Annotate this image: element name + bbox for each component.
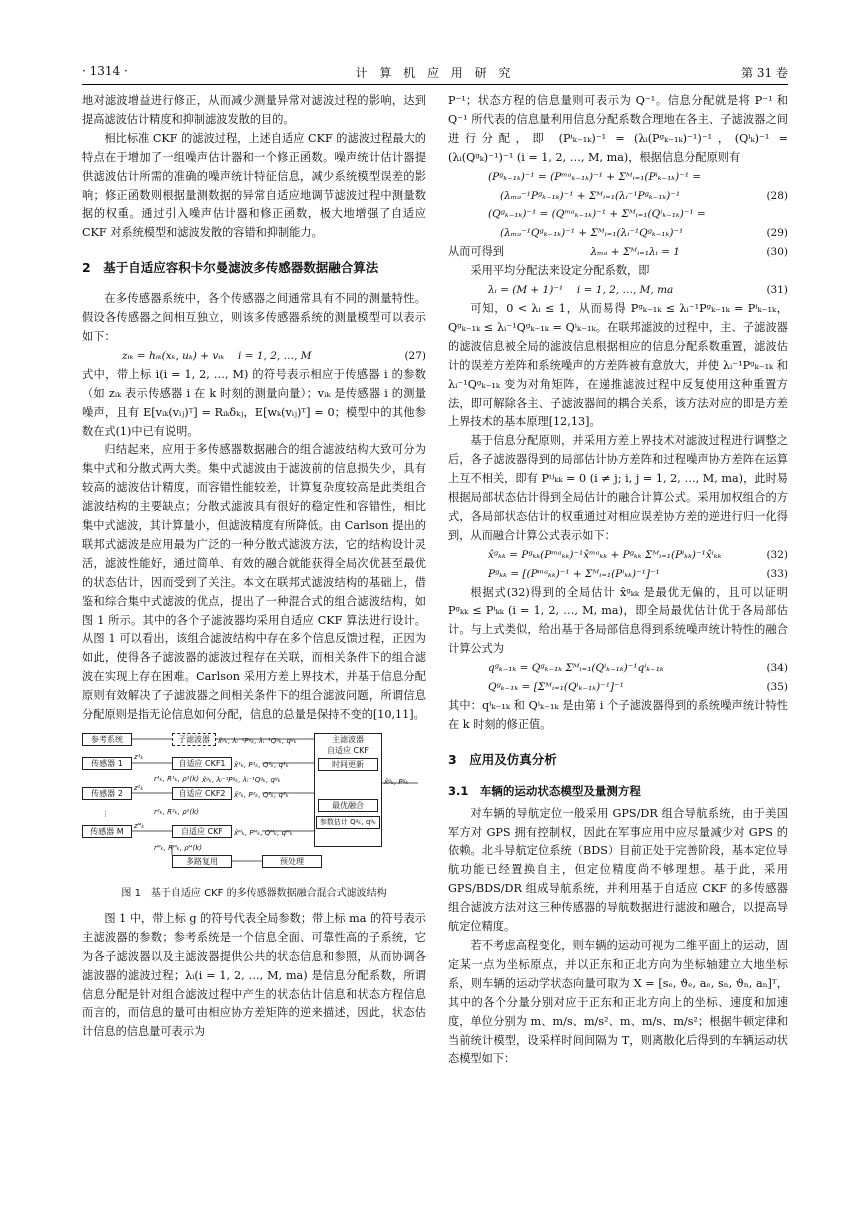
paragraph: 地对滤波增益进行修正，从而减少测量异常对滤波过程的影响，达到提高滤波估计精度和抑制滤波发散的目的。 [82, 94, 426, 126]
reference-system-box: 参考系统 [82, 733, 132, 746]
equation-number: (28) [766, 189, 788, 202]
ckf2-output-label: x̂²ₖ, P²ₖ, Q²ₖ, q²ₖ [234, 791, 289, 799]
sensor-2-box: 传感器 2 [82, 787, 132, 800]
equation-29-cont [448, 224, 788, 243]
ckf1-output-label: x̂¹ₖ, P¹ₖ, Q¹ₖ, q¹ₖ [234, 761, 289, 769]
equation-number: (35) [766, 681, 788, 694]
equation-body: (Qᵍₖ₋₁ₖ)⁻¹ = (Qᵐᵃₖ₋₁ₖ)⁻¹ + Σᴹᵢ₌₁(Qⁱₖ₋₁ₖ)⁻¹ = [488, 208, 706, 221]
equation-30 [448, 243, 788, 262]
sensor-m-box: 传感器 M [82, 825, 132, 838]
paragraph: 相比标准 CKF 的滤波过程，上述自适应 CKF 的滤波过程最大的特点在于增加了一组噪声估计器和一个修正函数。噪声统计估计器提供滤波估计所需的准确的噪声统计特征信息，减少系统模型误差的影响；修正函数则根据量测数据的异常自适应地调节滤波过程中测量数据的权重。通过引入噪声估计器和修正函数，极大地增强了自适应 CKF 对系统模型和滤波发散的容错和抑制能力。 [82, 131, 426, 240]
right-column [448, 92, 788, 1069]
multiplex-box: 多路复用 [172, 855, 232, 868]
ckf2-box: 自适应 CKF2 [172, 787, 232, 800]
paragraph: 其中：qⁱₖ₋₁ₖ 和 Qⁱₖ₋₁ₖ 是由第 i 个子滤波器得到的系统噪声统计特性在 k 时刻的修正值。 [448, 699, 788, 731]
equation-32 [448, 546, 788, 565]
equation-31 [448, 281, 788, 300]
rm-label: rᴹₖ, Rᴹₖ, ρᴹ(k) [154, 844, 202, 852]
equation-body: (λₘₐ⁻¹Pᵍₖ₋₁ₖ)⁻¹ + Σᴹᵢ₌₁(λᵢ⁻¹Pᵍₖ₋₁ₖ)⁻¹ [500, 189, 681, 202]
equation-body: (Pᵍₖ₋₁ₖ)⁻¹ = (Pᵐᵃₖ₋₁ₖ)⁻¹ + Σᴹᵢ₌₁(Pⁱₖ₋₁ₖ)⁻¹ = [488, 170, 702, 183]
header-rule [82, 84, 788, 85]
paragraph: 图 1 中，带上标 g 的符号代表全局参数；带上标 ma 的符号表示主滤波器的参数；参考系统是一个信息全面、可靠性高的子系统，它为各子滤波器以及主滤波器提供公共的状态信息和参照，从而协调各滤波器的滤波过程；λᵢ(i = 1, 2, …, M, ma) 是信息分配系数，所谓信息分配是针对组合滤波过程中产生的状态估计信息和状态方程信息而言的，而信息的量可由相应协方差矩阵的逆来描述，因此，状态估计信息的信息量可表示为 [82, 911, 426, 1039]
page-number: · 1314 · [82, 64, 128, 78]
section-heading: 3 应用及仿真分析 [448, 751, 557, 767]
equation-number: (34) [766, 662, 788, 675]
volume-number: 第 31 卷 [741, 66, 788, 80]
equation-lead: 从而可得到 [448, 245, 504, 259]
equation-number: (29) [766, 227, 788, 240]
param-est-box: 参数估计 Qᵍₖ, qᵍₖ [316, 816, 380, 829]
paragraph: 式中，带上标 i(i = 1, 2, …, M) 的符号表示相应于传感器 i 的参数（如 zᵢₖ 表示传感器 i 在 k 时刻的测量向量）；vᵢₖ 是传感器 i 的测量噪声，且有 E[vᵢₖ(vᵢⱼ)ᵀ] = Rᵢₖδₖⱼ，E[wₖ(vᵢⱼ)ᵀ] = 0；模型中的其他参数在式(1)中已有说明。 [82, 367, 426, 438]
mid-feedback-label: x̂ᵍₖ, λᵢ⁻¹Pᵍₖ, λᵢ⁻¹Qᵍₖ, qᵍₖ [202, 776, 281, 784]
equation-number: (32) [766, 548, 788, 561]
paragraph: 根据式(32)得到的全局估计 x̂ᵍₖₖ 是最优无偏的，且可以证明 Pᵍₖₖ ≤ Pⁱₖₖ (i = 1, 2, …, M, ma)，即全局最优估计优于各局部估计。与上式类似，给出基于各局部信息得到系统噪声统计特性的融合计算公式为 [448, 585, 788, 656]
equation-number: (30) [766, 246, 788, 259]
top-feedback-label: x̂ᵍₖ, λᵢ⁻¹Pᵍₖ, λᵢ⁻¹Qᵍₖ, qᵍₖ [218, 737, 297, 745]
equation-body: Qᵍₖ₋₁ₖ = [Σᴹᵢ₌₁(Qⁱₖ₋₁ₖ)⁻¹]⁻¹ [488, 681, 624, 694]
figure-caption: 图 1 基于自适应 CKF 的多传感器数据融合混合式滤波结构 [121, 888, 387, 899]
main-ckf-title: 自适应 CKF [327, 746, 369, 755]
equation-28-cont [448, 187, 788, 206]
paragraph: 可知，0 < λᵢ ≤ 1，从而易得 Pᵍₖ₋₁ₖ ≤ λᵢ⁻¹Pᵍₖ₋₁ₖ = Pⁱₖ₋₁ₖ，Qᵍₖ₋₁ₖ ≤ λᵢ⁻¹Qᵍₖ₋₁ₖ = Qⁱₖ₋₁ₖ。在联邦滤波的过程中，主、子滤波器的滤波信息被全局的滤波信息根据相应的信息分配系数重置，滤波估计的误差方差阵和系统噪声的方差阵被有意放大，并使 λᵢ⁻¹Pᵍₖ₋₁ₖ 和 λᵢ⁻¹Qᵍₖ₋₁ₖ 变为对角矩阵，在递推滤波过程中反复使用这种重置方法，即可解除各主、子滤波器间的耦合关系，该方法对应的即是方差上界技术的基本原理[12,13]。 [448, 301, 788, 429]
equation-number: (33) [766, 567, 788, 580]
ckfm-output-label: x̂ᴹₖ, Pᴹₖ, Qᴹₖ, qᴹₖ [234, 829, 293, 837]
equation-34 [448, 659, 788, 678]
equation-body: (λₘₐ⁻¹Qᵍₖ₋₁ₖ)⁻¹ + Σᴹᵢ₌₁(λᵢ⁻¹Qᵍₖ₋₁ₖ)⁻¹ [500, 227, 684, 240]
preprocess-box: 预处理 [262, 855, 322, 868]
paragraph: 采用平均分配法来设定分配系数，即 [470, 264, 650, 278]
equation-33 [448, 565, 788, 584]
zm-label: zᴹₖ [134, 822, 145, 830]
equation-29 [448, 205, 788, 224]
paragraph: P⁻¹；状态方程的信息量则可表示为 Q⁻¹。信息分配就是将 P⁻¹ 和 Q⁻¹ 所代表的信息量利用信息分配系数合理地在各主、子滤波器之间进行分配，即 (Pⁱₖ₋₁ₖ)⁻¹ = (λᵢ(Pᵍₖ₋₁ₖ)⁻¹)⁻¹，(Qⁱₖ)⁻¹ = (λᵢ(Qᵍₖ)⁻¹)⁻¹ (i = 1, 2, …, M, ma)，根据信息分配原则有 [448, 94, 788, 164]
equation-body: zᵢₖ = hᵢₖ(xₖ, uₖ) + vᵢₖ i = 1, 2, …, M [122, 349, 312, 362]
equation-body: λᵢ = (M + 1)⁻¹ i = 1, 2, …, M, ma [488, 284, 674, 297]
equation-body: x̂ᵍₖₖ = Pᵍₖₖ(Pᵐᵃₖₖ)⁻¹x̂ᵐᵃₖₖ + Pᵍₖₖ Σᴹᵢ₌₁(Pⁱₖₖ)⁻¹x̂ⁱₖₖ [488, 548, 722, 561]
global-output-label: x̂ᵍₖ, Pᵍₖ [384, 778, 409, 786]
section-heading: 2 基于自适应容积卡尔曼滤波多传感器数据融合算法 [82, 260, 379, 276]
paragraph: 基于信息分配原则，并采用方差上界技术对滤波过程进行调整之后，各子滤波器得到的局部估计协方差阵和过程噪声协方差阵在运算上互不相关，即有 Pⁱʲₖₖ = 0 (i ≠ j; i, j = 1, 2, …, M, ma)，此时易根据局部状态估计得到全局估计的融合计算公式。采用加权组合的方式，各局部状态估计的权重通过对相应误差协方差的逆进行归一化得到，从而融合计算公式表示如下： [448, 434, 788, 542]
time-update-box: 时间更新 [318, 758, 378, 771]
vertical-ellipsis: ⋮ [102, 810, 109, 818]
z1-label: z¹ₖ [134, 753, 144, 761]
fusion-box: 最优融合 [318, 799, 378, 812]
equation-number: (27) [404, 349, 426, 362]
ckfm-box: 自适应 CKF [172, 825, 232, 838]
equation-body: Pᵍₖₖ = [(Pᵐᵃₖₖ)⁻¹ + Σᴹᵢ₌₁(Pⁱₖₖ)⁻¹]⁻¹ [488, 567, 660, 580]
journal-name: 计 算 机 应 用 研 究 [355, 66, 515, 80]
page-header [82, 62, 788, 82]
ckf1-box: 自适应 CKF1 [172, 757, 232, 770]
figure-1 [82, 733, 426, 881]
subsection-heading: 3.1 车辆的运动状态模型及量测方程 [448, 783, 641, 798]
subfilter-label: 子滤波器 [172, 733, 216, 746]
z2-label: z²ₖ [134, 784, 144, 792]
main-filter-box [314, 733, 382, 847]
main-filter-title: 主滤波器 [332, 735, 364, 744]
equation-body: qᵍₖ₋₁ₖ = Qᵍₖ₋₁ₖ Σᴹᵢ₌₁(Qⁱₖ₋₁ₖ)⁻¹qⁱₖ₋₁ₖ [488, 662, 664, 675]
equation-number: (31) [766, 284, 788, 297]
equation-28 [448, 168, 788, 187]
paragraph: 若不考虑高程变化，则车辆的运动可视为二维平面上的运动，固定某一点为坐标原点，并以正东和正北方向为坐标轴建立大地坐标系，则车辆的运动学状态向量可取为 X = [sₑ, ϑₑ, aₑ, sₙ, ϑₙ, aₙ]ᵀ，其中的各个分量分别对应于正东和正北方向上的坐标、速度和加速度，单位分别为 m、m/s、m/s²、m、m/s、m/s²；根据牛顿定律和当前统计模型，设采样时间间隔为 T，则离散化后得到的车辆运动状态模型如下： [448, 938, 788, 1066]
left-column [82, 92, 426, 1042]
sensor-1-box: 传感器 1 [82, 757, 132, 770]
equation-27 [82, 347, 426, 366]
equation-body: λₘₐ + Σᴹᵢ₌₁λᵢ = 1 [590, 246, 680, 259]
paragraph: 在多传感器系统中，各个传感器之间通常具有不同的测量特性。假设各传感器之间相互独立，则该多传感器系统的测量模型可以表示如下： [82, 292, 426, 343]
paragraph: 对车辆的导航定位一般采用 GPS/DR 组合导航系统，由于美国军方对 GPS 拥有控制权，因此在军事应用中应尽量减少对 GPS 的依赖。北斗导航定位系统（BDS）目前正处于完善阶段，基本定位导航功能已经置换自主，但定位精度尚不够理想。基于此，采用 GPS/BDS/DR 组成导航系统，并利用基于自适应 CKF 的多传感器组合滤波方法对这三种传感器的导航数据进行滤波和融合，以提高导航定位精度。 [448, 806, 788, 934]
r2-label: r²ₖ, R²ₖ, ρ²(k) [154, 808, 199, 816]
equation-35 [448, 678, 788, 697]
r1-label: r¹ₖ, R¹ₖ, ρ¹(k) [154, 775, 199, 783]
paragraph: 归结起来，应用于多传感器数据融合的组合滤波结构大致可分为集中式和分散式两大类。集中式滤波由于滤波前的信息损失少，具有较高的滤波估计精度，而容错性能较差，计算复杂度较高是此类组合滤波结构的主要缺点；分散式滤波具有很好的稳定性和容错性，相比集中式滤波，其计算量小，但滤波精度有所降低。由 Carlson 提出的联邦式滤波是应用最为广泛的一种分散式滤波方法，它的结构设计灵活，滤波性能好，通过简单、有效的融合就能获得全局次优甚至最优的状态估计，因而受到了关注。本文在联邦式滤波结构的基础上，借鉴和综合集中式滤波的优点，提出了一种混合式的组合滤波结构，如图 1 所示。其中的各个子滤波器均采用自适应 CKF 算法进行设计。从图 1 可以看出，该组合滤波结构中存在多个信息反馈过程，正因为如此，使得各子滤波器的滤波过程存在关联，而相关条件下的组合滤波在实现上存在困难。Carlson 采用方差上界技术，并基于信息分配原则有效解决了子滤波器之间相关条件下的组合滤波问题，所谓信息分配原则是指无论信息如何分配，信息的总量是保持不变的[10,11]。 [82, 443, 426, 722]
